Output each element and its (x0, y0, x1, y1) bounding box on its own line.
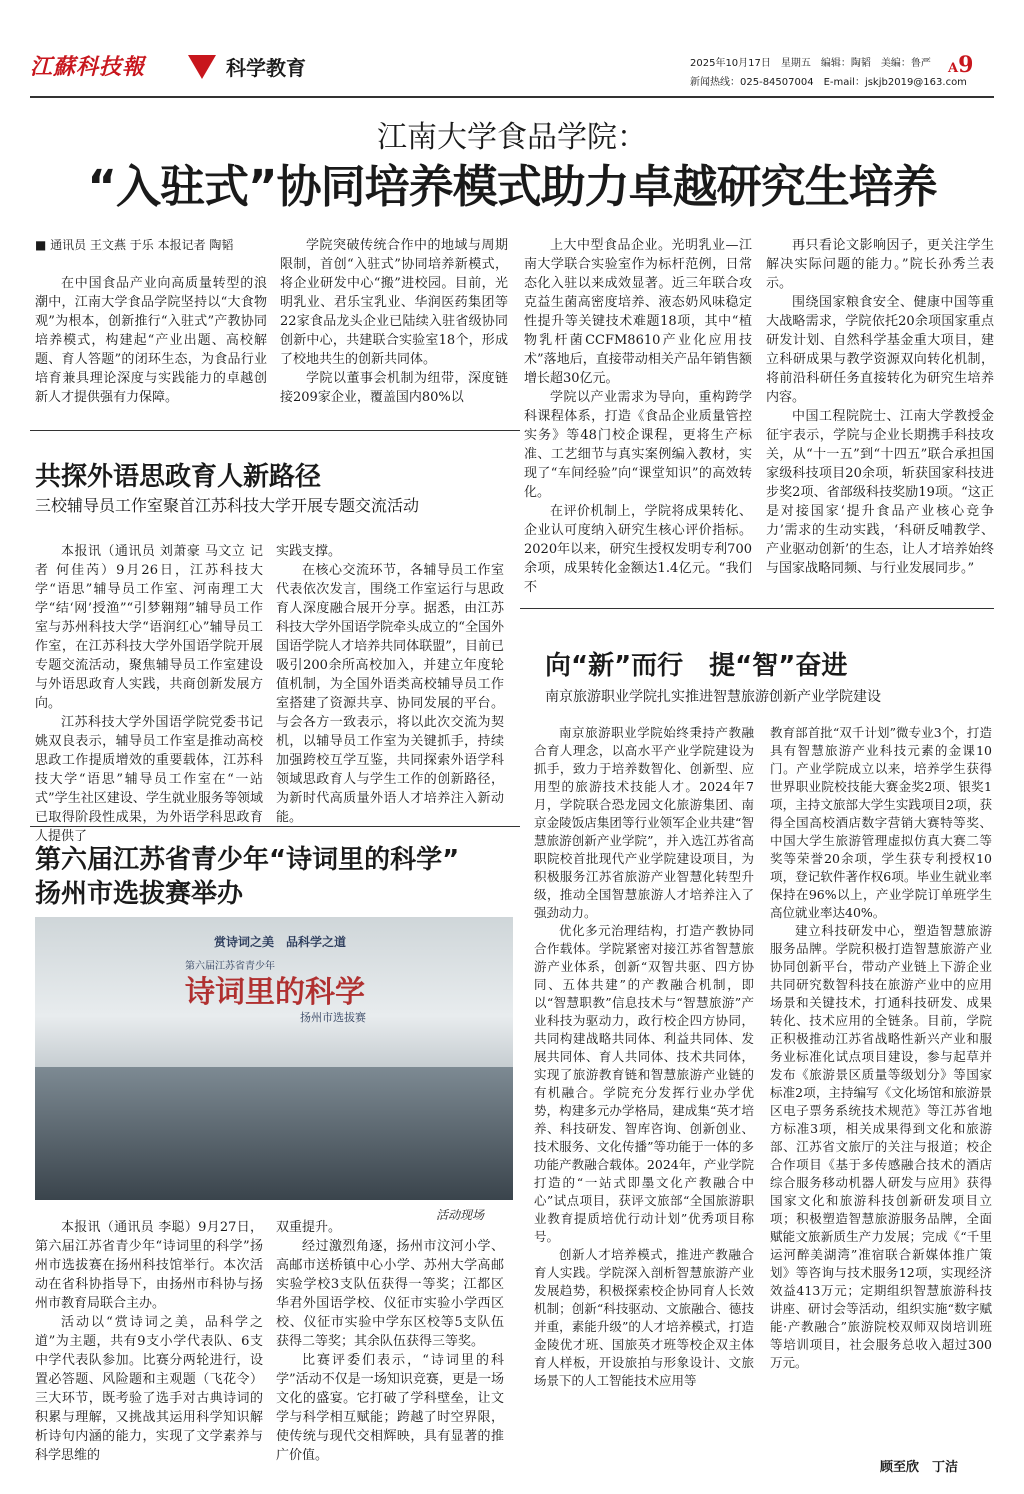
banner-small: 第六届江苏省青少年 (185, 961, 275, 972)
article3-column-2 (276, 1218, 504, 1465)
paragraph: 本报讯（通讯员 李聪）9月27日，第六届江苏省青少年“诗词里的科学”扬州市选拔赛在扬州科技馆举行。本次活动在省科协指导下，由扬州市科协与扬州市教育局联合主办。 (35, 1220, 263, 1311)
lead-headline: “入驻式”协同培养模式助力卓越研究生培养 (87, 160, 937, 213)
header-divider (30, 96, 994, 98)
article2-column-2 (276, 542, 504, 827)
paragraph: 学院以产业需求为导向，重构跨学科课程体系，打造《食品企业质量管控实务》等48门校企课程，更将生产标准、工艺细节与真实案例编入教材，实现了“车间经验”向“课堂知识”的高效转化。 (524, 390, 752, 500)
article4-column-1 (534, 724, 754, 1390)
lead-column-4 (766, 236, 994, 578)
divider (520, 608, 994, 609)
date-line: 2025年10月17日 星期五 编辑：陶韬 美编：鲁严 (690, 58, 931, 69)
paragraph: 活动以“赏诗词之美，品科学之道”为主题，共有9支小学代表队、6支中学代表队参加。比赛分两轮进行，设置必答题、风险题和主观题（飞花令）三大环节，既考验了选手对古典诗词的积累与理解，又挑战其运用科学知识解析诗句内涵的能力，实现了文学素养与科学思维的 (35, 1315, 263, 1463)
photo-caption: 活动现场 (436, 1208, 485, 1222)
lead-column-1 (35, 236, 267, 407)
article4-headline: 向“新”而行 提“智”奋进 (545, 651, 848, 681)
banner-sub: 扬州市选拔赛 (300, 1011, 366, 1024)
article3-headline: 第六届江苏省青少年“诗词里的科学” 扬州市选拔赛举办 (35, 845, 460, 909)
paragraph: 中国工程院院士、江南大学教授金征宇表示，学院与企业长期携手科技攻关，从“十一五”到“十四五”联合承担国家级科技项目20余项，斩获国家科技进步奖2项、省部级科技奖励19项。“这正是对接国家‘提升食品产业核心竞争力’需求的生动实践，‘科研反哺教学、产业驱动创新’的生态，让人才培养始终与国家战略同频、与行业发展同步。” (766, 409, 994, 576)
section-name: 科学教育 (226, 56, 306, 80)
paragraph: 双重提升。 (276, 1220, 342, 1235)
contact-line: 新闻热线：025-84507004 E-mail：jskjb2019@163.com (690, 77, 967, 88)
paragraph: 围绕国家粮食安全、健康中国等重大战略需求，学院依托20余项国家重点研发计划、自然科学基金重大项目，建立科研成果与教学资源双向转化机制，将前沿科研任务直接转化为研究生培养内容。 (766, 295, 994, 405)
paragraph: 学院突破传统合作中的地域与周期限制，首创“入驻式”协同培养新模式，将企业研发中心“搬”进校园。目前，光明乳业、君乐宝乳业、华润医药集团等22家食品龙头企业已陆续入驻省级协同创新中心，共建联合实验室18个，形成了校地共生的创新共同体。 (280, 238, 508, 367)
event-photo (35, 917, 513, 1200)
paragraph: 本报讯（通讯员 刘萧豪 马文立 记者 何佳芮）9月26日，江苏科技大学“语思”辅导员工作室、河南理工大学“结‘网’授渔”“引梦翱翔”辅导员工作室与苏州科技大学“语润红心”辅导员工作室，在江苏科技大学外国语学院开展专题交流活动，聚焦辅导员工作室建设与外语思政育人实践，共商创新发展方向。 (35, 544, 263, 711)
paragraph: 在核心交流环节，各辅导员工作室代表依次发言，围绕工作室运行与思政育人深度融合展开分享。据悉，由江苏科技大学外国语学院牵头成立的“全国外国语学院人才培养共同体联盟”，目前已吸引200余所高校加入，并建立年度轮值机制，为全国外语类高校辅导员工作室搭建了资源共享、协同发展的平台。与会各方一致表示，将以此次交流为契机，以辅导员工作室为关键抓手，持续加强跨校互学互鉴，共同探索外语学科领域思政育人与学生工作的创新路径，为新时代高质量外语人才培养注入新动能。 (276, 563, 504, 825)
paragraph: 在中国食品产业向高质量转型的浪潮中，江南大学食品学院坚持以“大食物观”为根本，创新推行“入驻式”产教协同培养模式，构建起“产业出题、高校解题、育人答题”的闭环生态，为食品行业培育兼具理论深度与实践能力的卓越创新人才提供强有力保障。 (35, 276, 267, 405)
page-number: A9 (948, 52, 974, 78)
paragraph: 学院以董事会机制为纽带，深度链接209家企业，覆盖国内80%以 (280, 371, 508, 405)
lead-column-3 (524, 236, 752, 597)
paragraph: 优化多元治理结构，打造产教协同合作载体。学院紧密对接江苏省智慧旅游产业体系，创新“双智共驱、四方协同、五体共建”的产教融合机制，即以“智慧职教”信息技术与“智慧旅游”产业科技为驱动力，政行校企四方协同，共同构建战略共同体、利益共同体、发展共同体、育人共同体、技术共同体，实现了旅游教育链和智慧旅游产业链的有机融合。学院充分发挥行业办学优势，构建多元办学格局，建成集“英才培养、科技研发、智库咨询、创新创业、技术服务、文化传播”等功能于一体的多功能产教融合载体。2024年，产业学院打造的“一站式即墨文化产教融合中心”试点项目，获评文旅部“全国旅游职业教育提质培优行动计划”优秀项目称号。 (534, 923, 754, 1244)
lead-kicker: 江南大学食品学院： (377, 120, 647, 155)
lead-byline: ■ 通讯员 王文燕 于乐 本报记者 陶韬 (35, 238, 234, 252)
paragraph: 创新人才培养模式，推进产教融合育人实践。学院深入剖析智慧旅游产业发展趋势，积极探索校企协同育人长效机制；创新“科技驱动、文旅融合、德技并重，素能升级”的人才培养模式，打造金陵优才班、国旅英才班等校企双主体育人样板，开设旅拍与形象设计、文旅场景下的人工智能技术应用等 (534, 1247, 754, 1388)
divider (30, 826, 520, 827)
banner-slogan: 赏诗词之美 品科学之道 (213, 935, 346, 949)
paragraph: 在评价机制上，学院将成果转化、企业认可度纳入研究生核心评价指标。2020年以来，研究生授权发明专利700余项，成果转化金额达1.4亿元。“我们不 (524, 504, 752, 595)
lead-column-2 (280, 236, 508, 407)
section-triangle-icon (188, 55, 216, 79)
paragraph: 江苏科技大学外国语学院党委书记姚双良表示，辅导员工作室是推动高校思政工作提质增效的重要载体，江苏科技大学“语思”辅导员工作室在“一站式”学生社区建设、学生就业服务等领域已取得阶段性成果，为外语学科思政育人提供了 (35, 715, 263, 844)
paragraph: 上大中型食品企业。光明乳业—江南大学联合实验室作为标杆范例，日常态化入驻以来成效显著。近三年联合攻克益生菌高密度培养、液态奶风味稳定性提升等关键技术难题18项，其中“植物乳杆菌CCFM8610产业化应用技术”落地后，直接带动相关产品年销售额增长超30亿元。 (524, 238, 752, 386)
article4-column-2 (770, 724, 992, 1372)
paragraph: 比赛评委们表示，“诗词里的科学”活动不仅是一场知识竞赛，更是一场文化的盛宴。它打破了学科壁垒，让文学与科学相互赋能；跨越了时空界限，使传统与现代交相辉映，具有显著的推广价值。 (276, 1353, 504, 1463)
article2-column-1 (35, 542, 263, 846)
article4-subhead: 南京旅游职业学院扎实推进智慧旅游创新产业学院建设 (545, 689, 881, 705)
article2-headline: 共探外语思政育人新路径 (35, 462, 322, 492)
article4-signature: 顾至欣 丁洁 (880, 1460, 959, 1475)
audience-area (35, 1067, 513, 1200)
paragraph: 建立科技研发中心，塑造智慧旅游服务品牌。学院积极打造智慧旅游产业协同创新平台，带动产业链上下游企业共同研究数智科技在旅游产业中的应用场景和关键技术，打通科技研发、成果转化、技术应用的全链条。目前，学院正积极推动江苏省战略性新兴产业和服务业标准化试点项目建设，参与起草并发布《旅游景区质量等级划分》等国家标准2项，主持编写《文化场馆和旅游景区电子票务系统技术规范》等江苏省地方标准3项，相关成果得到文化和旅游部、江苏省文旅厅的关注与报道；校企合作项目《基于多传感融合技术的酒店综合服务移动机器人研发与应用》获得国家文化和旅游科技创新研发项目立项；积极塑造智慧旅游服务品牌，全面赋能文旅新质生产力发展；完成《“千里运河醉美湖湾”准宿联合新媒体推广策划》等咨询与技术服务12项，实现经济效益413万元；定期组织智慧旅游科技讲座、研讨会等活动，组织实施“数字赋能·产教融合”旅游院校双师双岗培训班等培训项目，社会服务总收入超过300万元。 (770, 923, 992, 1370)
article3-column-1 (35, 1218, 263, 1465)
paragraph: 实践支撑。 (276, 544, 342, 559)
paragraph: 经过激烈角逐，扬州市汶河小学、高邮市送桥镇中心小学、苏州大学高邮实验学校3支队伍获得一等奖；江都区华君外国语学校、仪征市实验小学西区校、仪征市实验中学东区校等5支队伍获得二等奖；其余队伍获得三等奖。 (276, 1239, 504, 1349)
paragraph: 南京旅游职业学院始终秉持产教融合育人理念，以高水平产业学院建设为抓手，致力于培养数智化、创新型、应用型的旅游技术技能人才。2024年7月，学院联合恐龙园文化旅游集团、南京金陵饭店集团等行业领军企业共建“智慧旅游创新产业学院”，并入选江苏省高职院校首批现代产业学院建设项目，为积极服务江苏省旅游产业智慧化转型升级，推动全国智慧旅游人才培养注入了强劲动力。 (534, 725, 754, 920)
newspaper-logo: 江蘇科技報 (30, 54, 146, 80)
paragraph: 再只看论文影响因子，更关注学生解决实际问题的能力。”院长孙秀兰表示。 (766, 238, 994, 291)
banner-title: 诗词里的科学 (185, 975, 365, 1010)
divider (30, 430, 520, 431)
paragraph: 教育部首批“双千计划”微专业3个，打造具有智慧旅游产业科技元素的金课10门。产业学院成立以来，培养学生获得世界职业院校技能大赛金奖2项、银奖1项，主持文旅部大学生实践项目2项，获得全国高校酒店数字营销大赛特等奖、中国大学生旅游管理虚拟仿真大赛二等奖等荣誉20余项，学生获专利授权10项，登记软件著作权6项。毕业生就业率保持在96%以上，产业学院订单班学生高位就业率达40%。 (770, 725, 992, 920)
article2-subhead: 三校辅导员工作室聚首江苏科技大学开展专题交流活动 (35, 496, 420, 515)
